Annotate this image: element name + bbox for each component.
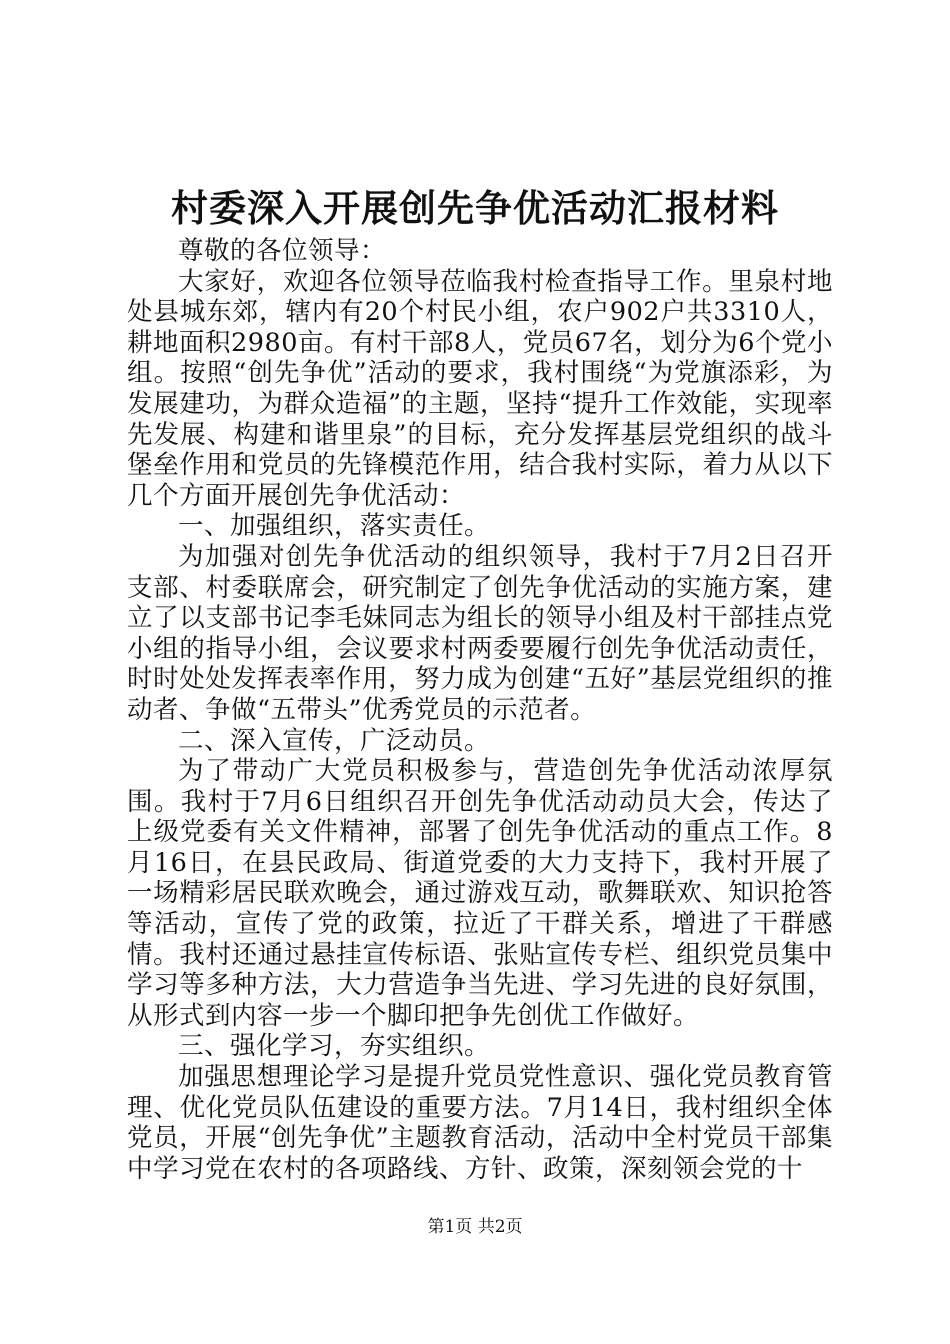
section-heading-2: 二、深入宣传，广泛动员。 — [178, 725, 491, 756]
paragraph-section-3: 加强思想理论学习是提升党员党性意识、强化党员教育管理、优化党员队伍建设的重要方法。7月14日，我村组织全体党员，开展“创先争优”主题教育活动，活动中全村党员干部集中学习党在农村的各项路线、方针、政策，深刻领会党的十 — [127, 1062, 833, 1184]
paragraph-section-2: 为了带动广大党员积极参与，营造创先争优活动浓厚氛围。我村于7月6日组织召开创先争优活动动员大会，传达了上级党委有关文件精神，部署了创先争优活动的重点工作。8月16日，在县民政局、街道党委的大力支持下，我村开展了一场精彩居民联欢晚会，通过游戏互动，歌舞联欢、知识抢答等活动，宣传了党的政策，拉近了干群关系，增进了干群感情。我村还通过悬挂宣传标语、张贴宣传专栏、组织党员集中学习等多种方法，大力营造争当先进、学习先进的良好氛围，从形式到内容一步一个脚印把争先创优工作做好。 — [127, 756, 833, 1031]
document-title: 村委深入开展创先争优活动汇报材料 — [171, 186, 779, 230]
salutation: 尊敬的各位领导： — [178, 236, 387, 266]
paragraph-section-1: 为加强对创先争优活动的组织领导，我村于7月2日召开支部、村委联席会，研究制定了创先争优活动的实施方案，建立了以支部书记李毛妹同志为组长的领导小组及村干部挂点党小组的指导小组，会议要求村两委要履行创先争优活动责任，时时处处发挥表率作用，努力成为创建“五好”基层党组织的推动者、争做“五带头”优秀党员的示范者。 — [127, 541, 833, 725]
document-body — [127, 236, 833, 1184]
section-heading-3: 三、强化学习，夯实组织。 — [178, 1031, 491, 1062]
page-number-footer: 第1页 共2页 — [427, 1217, 523, 1237]
section-heading-1: 一、加强组织，落实责任。 — [178, 511, 491, 542]
paragraph-intro: 大家好，欢迎各位领导莅临我村检查指导工作。里泉村地处县城东郊，辖内有20个村民小组，农户902户共3310人，耕地面积2980亩。有村干部8人，党员67名，划分为6个党小组。按照“创先争优”活动的要求，我村围绕“为党旗添彩，为发展建功，为群众造福”的主题，坚持“提升工作效能，实现率先发展、构建和谐里泉”的目标，充分发挥基层党组织的战斗堡垒作用和党员的先锋模范作用，结合我村实际，着力从以下几个方面开展创先争优活动： — [127, 266, 833, 511]
